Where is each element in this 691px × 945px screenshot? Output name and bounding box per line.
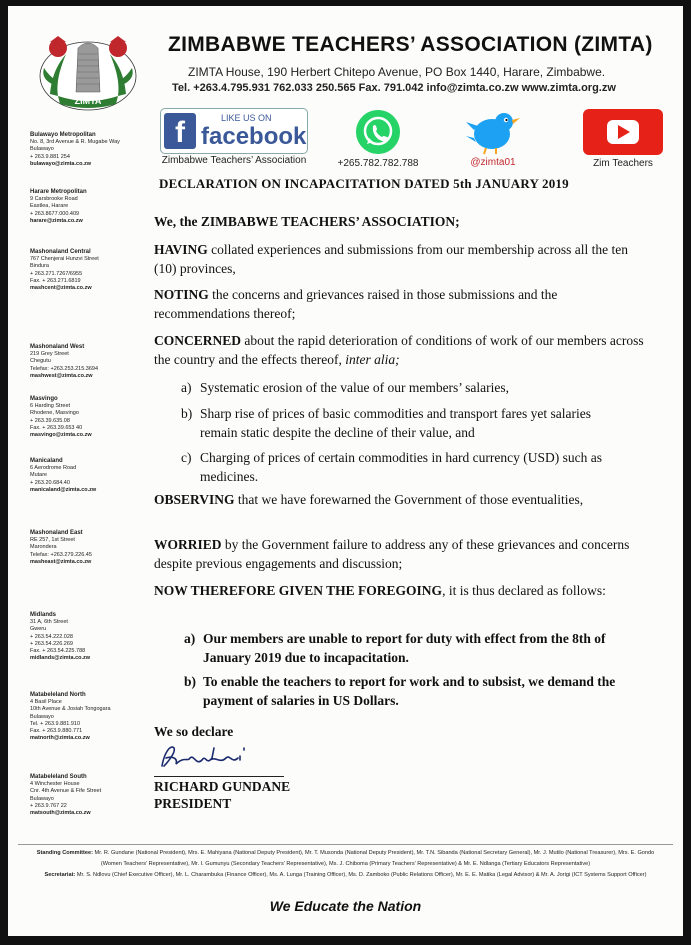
facebook-badge[interactable] xyxy=(158,106,310,168)
office-title: Harare Metropolitan xyxy=(30,189,87,195)
letterhead xyxy=(8,6,683,110)
secretariat-label: Secretariat: xyxy=(44,872,76,878)
office-line: Cnr. 4th Avenue & Fife Street xyxy=(30,788,102,795)
concern-text: Charging of prices of certain commodities in hard currency (USD) such as medicines. xyxy=(200,450,603,484)
twitter-badge[interactable] xyxy=(448,106,538,168)
office-email[interactable]: masheast@zimta.co.zw xyxy=(30,558,92,565)
office-line: 6 Harding Street xyxy=(30,403,71,410)
concern-text: Sharp rise of prices of basic commodities and transport fares yet salaries remain static despite the decline of their value, and xyxy=(200,406,591,440)
office-line: 4 Winchester House xyxy=(30,781,80,788)
office-email[interactable]: masvingo@zimta.co.zw xyxy=(30,432,92,439)
resolution-label: b) xyxy=(184,674,197,689)
having-text: collated experiences and submissions from our membership across all the ten (10) provinces, xyxy=(154,242,629,276)
office-title: Mashonaland West xyxy=(30,344,85,350)
office-title: Matabeleland North xyxy=(30,692,86,698)
office-line: 31 A, 6th Street xyxy=(30,619,68,626)
office-line: Rhodene, Masvingo xyxy=(30,410,79,417)
handwritten-signature xyxy=(154,736,294,776)
office-line: Fax. + 263.271.6819 xyxy=(30,277,81,284)
paragraph-worried xyxy=(154,535,649,573)
observing-text: that we have forewarned the Government of those eventualities, xyxy=(234,492,584,507)
concerned-latin: inter alia; xyxy=(345,352,400,367)
office-title: Matabeleland South xyxy=(30,774,87,780)
office-title: Bulawayo Metropolitan xyxy=(30,132,96,138)
office-line: Marondera xyxy=(30,544,57,551)
office-line: 6 Aerodrome Road xyxy=(30,465,77,472)
office-email[interactable]: matsouth@zimta.co.zw xyxy=(30,810,91,817)
office-mashonaland-west xyxy=(30,344,142,380)
social-media-bar xyxy=(158,106,668,168)
now-text: , it is thus declared as follows: xyxy=(442,583,606,598)
office-title: Midlands xyxy=(30,612,57,618)
keyword-observing: OBSERVING xyxy=(154,492,235,507)
motto: We Educate the Nation xyxy=(269,898,422,914)
office-line: Chegutu xyxy=(30,358,51,365)
paragraph-having xyxy=(154,240,649,278)
office-matabeleland-north xyxy=(30,692,142,742)
office-line: + 263.8677.000.409 xyxy=(30,210,80,217)
facebook-like-text: LIKE US ON xyxy=(221,113,272,123)
committee-label: Standing Committee: xyxy=(36,850,93,856)
facebook-icon: f xyxy=(164,113,196,149)
office-line: Fax. + 263.54.225.788 xyxy=(30,648,86,655)
office-line: + 263.54.222.028 xyxy=(30,633,73,640)
signature-line xyxy=(154,776,284,777)
twitter-caption: @zimta01 xyxy=(470,157,516,168)
we-text: We, the ZIMBABWE TEACHERS’ ASSOCIATION; xyxy=(154,214,460,229)
office-line: + 263.271.7267/6955 xyxy=(30,270,83,277)
office-line: Telefax: +263.279.226.45 xyxy=(30,551,92,558)
office-line: Mutare xyxy=(30,472,48,479)
office-line: RE 257, 1st Street xyxy=(30,537,75,544)
facebook-caption: Zimbabwe Teachers’ Association xyxy=(161,155,307,166)
whatsapp-badge[interactable] xyxy=(328,106,428,168)
office-masvingo xyxy=(30,396,142,439)
office-title: Manicaland xyxy=(30,458,63,464)
office-line: + 263.9.881 254 xyxy=(30,153,70,160)
keyword-concerned: CONCERNED xyxy=(154,333,242,348)
org-contact: Tel. +263.4.795.931 762.033 250.565 Fax. 791.042 info@zimta.co.zw www.zimta.org.zw xyxy=(172,82,616,94)
keyword-worried: WORRIED xyxy=(154,537,222,552)
whatsapp-caption: +265.782.782.788 xyxy=(337,158,419,169)
office-line: 9 Carsbrooke Road xyxy=(30,196,78,203)
youtube-caption: Zim Teachers xyxy=(593,158,653,169)
standing-committee xyxy=(28,848,663,870)
youtube-badge[interactable] xyxy=(578,106,668,168)
office-mashonaland-east xyxy=(30,530,142,566)
office-line: + 263.54.226.269 xyxy=(30,640,73,647)
office-midlands xyxy=(30,612,142,662)
resolution-label: a) xyxy=(184,631,196,646)
office-harare xyxy=(30,189,142,225)
declaration-title: DECLARATION ON INCAPACITATION DATED 5th JANUARY 2019 xyxy=(159,176,569,191)
resolution-text: Our members are unable to report for duty with effect from the 8th of January 2019 due to incapacitation. xyxy=(203,631,606,665)
closing-line: We so declare xyxy=(154,724,234,739)
concerned-text: about the rapid deterioration of conditions of work of our members across the country and the effects thereof, xyxy=(154,333,644,367)
letter-page xyxy=(8,6,683,936)
paragraph-observing xyxy=(154,490,649,509)
office-line: 10th Avenue & Josiah Tongogara xyxy=(30,706,111,713)
office-line: 4 Basil Place xyxy=(30,699,62,706)
office-matabeleland-south xyxy=(30,774,142,817)
facebook-wordmark: facebook xyxy=(201,123,307,150)
office-line: Tel. + 263.9.881.910 xyxy=(30,720,80,727)
zimta-logo xyxy=(38,34,138,112)
office-line: Bulawayo xyxy=(30,795,54,802)
office-email[interactable]: mashcent@zimta.co.zw xyxy=(30,285,92,292)
office-line: Bulawayo xyxy=(30,146,54,153)
keyword-now-therefore: NOW THEREFORE GIVEN THE FOREGOING xyxy=(154,583,443,598)
concern-label: a) xyxy=(181,380,192,395)
office-line: 219 Grey Street xyxy=(30,351,69,358)
youtube-icon xyxy=(583,109,663,155)
signatory-name: RICHARD GUNDANE xyxy=(154,779,291,794)
footer xyxy=(28,848,663,881)
office-bulawayo xyxy=(30,132,142,168)
office-line: + 263.20.684.40 xyxy=(30,479,70,486)
office-email[interactable]: bulawayo@zimta.co.zw xyxy=(30,160,91,167)
paragraph-now-therefore xyxy=(154,581,649,600)
paragraph-noting xyxy=(154,285,649,323)
keyword-having: HAVING xyxy=(154,242,208,257)
office-email[interactable]: harare@zimta.co.zw xyxy=(30,217,83,224)
office-line: + 263.9.767 22 xyxy=(30,802,67,809)
office-line: No. 8, 3rd Avenue & R. Mugabe Way xyxy=(30,139,120,146)
office-line: Telefax: +263.253.215.3694 xyxy=(30,365,99,372)
office-line: 767 Chenjerai Hunzvi Street xyxy=(30,256,99,263)
office-title: Masvingo xyxy=(30,396,58,402)
office-line: Fax. + 263.9.880.771 xyxy=(30,728,83,735)
worried-text: by the Government failure to address any of these grievances and concerns despite previous engagements and discussion; xyxy=(154,537,630,571)
committee-text: Mr. R. Gundane (National President), Mrs. E. Mahiyana (National Deputy President), Mr. T. Musonda (National Deputy President), Mr. T.N. Sibanda (National Secretary General), Mr. J. Mutilo (National Treasurer), Mrs. E. Gondo (Women Teachers’ Representative), Mr. I. Gumunyu (Secondary Teachers’ Representative), Ms. J. Chiboma (Primary Teachers’ Representative) & Mr. E. Ndlanga (Tertiary Educators Representative) xyxy=(94,850,655,867)
office-title: Mashonaland Central xyxy=(30,249,91,255)
org-name: ZIMBABWE TEACHERS’ ASSOCIATION (ZIMTA) xyxy=(168,33,653,56)
svg-text:ZIMTA: ZIMTA xyxy=(74,96,102,106)
office-email[interactable]: midlands@zimta.co.zw xyxy=(30,655,91,662)
signatory-title: PRESIDENT xyxy=(154,796,232,811)
twitter-icon xyxy=(466,108,522,156)
resolution-text: To enable the teachers to report for work and to subsist, we demand the payment of salaries in US Dollars. xyxy=(203,674,616,708)
concern-label: c) xyxy=(181,450,192,465)
office-line: Bulawayo xyxy=(30,713,54,720)
concern-text: Systematic erosion of the value of our members’ salaries, xyxy=(200,380,510,395)
whatsapp-icon xyxy=(355,109,401,155)
noting-text: the concerns and grievances raised in those submissions and the recommendations thereof; xyxy=(154,287,558,321)
paragraph-concerned xyxy=(154,331,649,369)
secretariat-text: Mr. S. Ndlovu (Chief Executive Officer), Mr. L. Charambuka (Finance Officer), Ms. A. Lunga (Training Officer), Ms. D. Zamboko (Public Relations Officer), Mr. E. E. Matika (Legal Advisor) & Mr. A. Jorigi (ICT Systems Support Officer) xyxy=(76,872,647,878)
office-line: Fax. + 263.39.653 40 xyxy=(30,424,83,431)
office-email[interactable]: manicaland@zimta.co.zw xyxy=(30,486,97,493)
office-line: Bindura xyxy=(30,263,49,270)
office-title: Mashonaland East xyxy=(30,530,83,536)
office-line: Gweru xyxy=(30,626,47,633)
office-line: Eastlea, Harare xyxy=(30,203,69,210)
office-email[interactable]: matnorth@zimta.co.zw xyxy=(30,735,90,742)
office-manicaland xyxy=(30,458,142,494)
footer-divider xyxy=(18,844,673,845)
concern-label: b) xyxy=(181,406,193,421)
office-mashonaland-central xyxy=(30,249,142,292)
org-address: ZIMTA House, 190 Herbert Chitepo Avenue, PO Box 1440, Harare, Zimbabwe. xyxy=(188,65,606,79)
keyword-noting: NOTING xyxy=(154,287,209,302)
office-line: + 263.39.635.08 xyxy=(30,417,70,424)
office-email[interactable]: mashwest@zimta.co.zw xyxy=(30,372,93,379)
secretariat xyxy=(28,870,663,881)
declaration-we xyxy=(154,212,649,231)
